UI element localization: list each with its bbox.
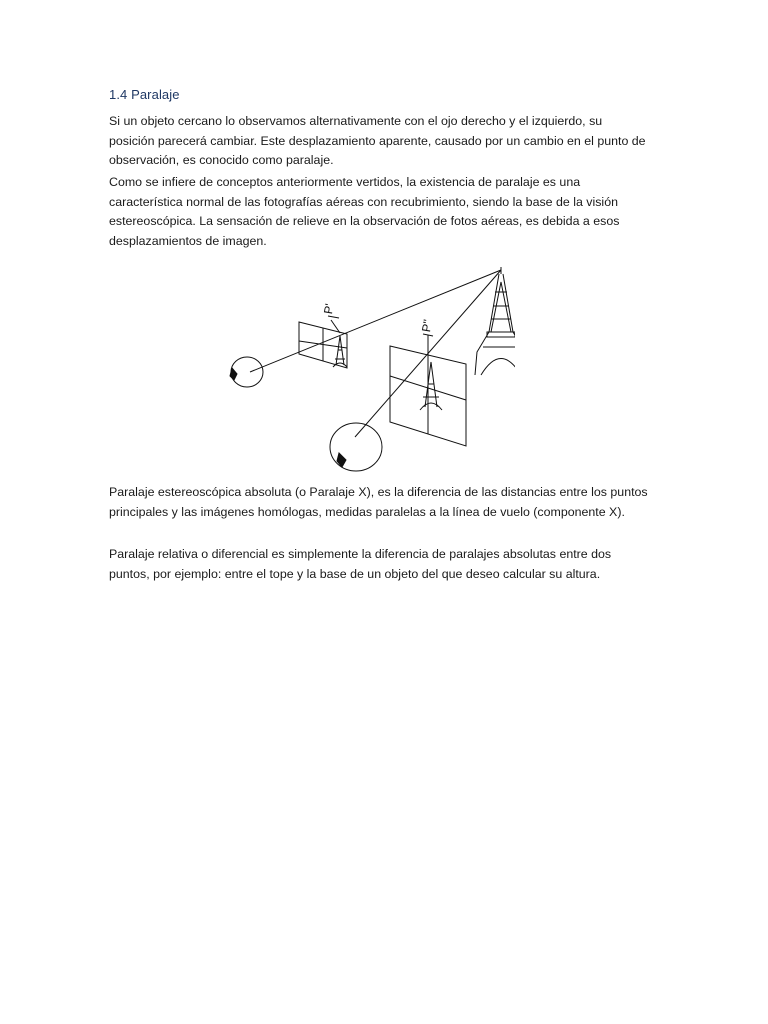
section-heading: 1.4 Paralaje — [109, 87, 180, 102]
sight-line-left-to-top — [250, 270, 501, 372]
left-eye-icon — [230, 357, 263, 387]
paragraph-stereoscopic-vision: Como se infiere de conceptos anteriormente vertidos, la existencia de paralaje es una característica normal de las fotografías aéreas con recubrimiento, siendo la base de la visión estereoscópica. La sensación de relieve en la observación de fotos aéreas, es debida a esos desplazamientos de imagen. — [109, 175, 620, 248]
parallax-diagram-svg — [225, 262, 515, 478]
paragraph-absolute-parallax: Paralaje estereoscópica absoluta (o Paralaje X), es la diferencia de las distancias entre los puntos principales y las imágenes homólogas, medidas paralelas a la línea de vuelo (componente X). — [109, 485, 648, 519]
right-parallax-marker — [419, 318, 435, 355]
paragraph-relative-parallax: Paralaje relativa o diferencial es simplemente la diferencia de paralajes absolutas entre dos puntos, por ejemplo: entre el tope y la base de un objeto del que deseo calcular su altura. — [109, 547, 612, 581]
label-p-prime: P' — [321, 302, 337, 316]
eiffel-tower-icon — [475, 267, 515, 375]
right-photo-plane — [390, 346, 466, 446]
paragraph-parallax-definition: Si un objeto cercano lo observamos alternativamente con el ojo derecho y el izquierdo, su posición parecerá cambiar. Este desplazamiento aparente, causado por un cambio en el punto de observación, es conocido como paralaje. — [109, 114, 646, 167]
left-photo-tower-icon — [333, 336, 347, 367]
right-eye-icon — [330, 423, 382, 471]
parallax-diagram — [225, 262, 515, 478]
left-photo-plane — [299, 322, 347, 368]
label-p-double-prime: P'' — [419, 318, 436, 334]
